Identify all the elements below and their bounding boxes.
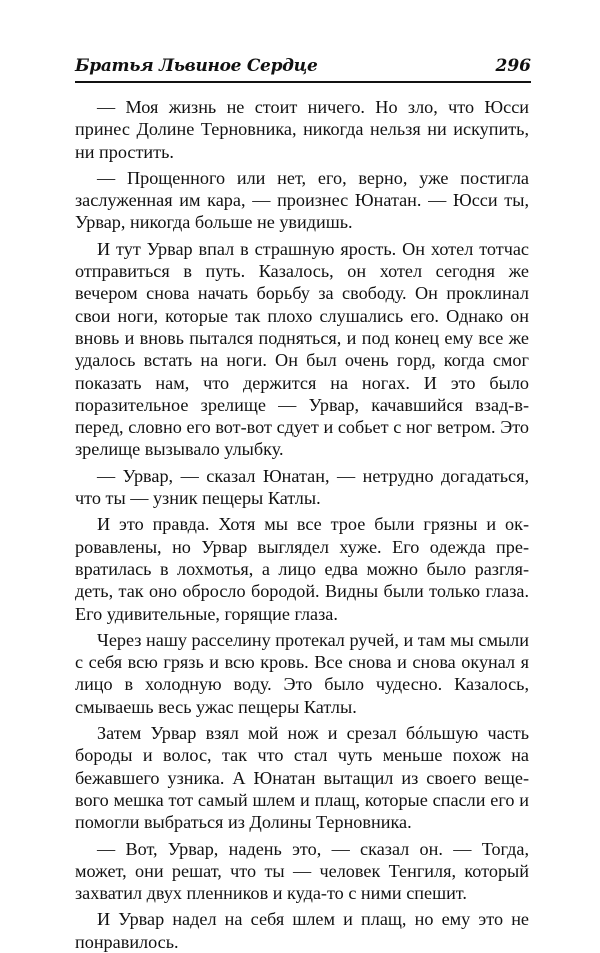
paragraph: — Прощенного или нет, его, верно, уже постигла заслуженная им кара, — произнес Юнатан. — Юсси ты, Урвар, никогда больше не увидишь. (75, 167, 529, 233)
paragraph: И Урвар надел на себя шлем и плащ, но ему это не понравилось. (75, 909, 529, 952)
paragraph: — Моя жизнь не стоит ничего. Но зло, что Юсси принес Долине Терновника, никогда нельзя ни искупить, ни простить. (75, 97, 529, 162)
running-header (75, 56, 531, 82)
body-text (75, 96, 529, 953)
page-number: 296 (495, 56, 531, 76)
paragraph: Через нашу расселину протекал ручей, и там мы смыли с себя всю грязь и всю кровь. Все снова и снова окунал я лицо в холодную воду. Это было чудесно. Казалось, смываешь весь ужас пещеры Катлы. (75, 629, 529, 717)
running-title: Братья Львиное Сердце (75, 56, 318, 76)
paragraph: И это правда. Хотя мы все трое были грязны и окровавлены, но Урвар выглядел хуже. Его одежда превратилась в лохмотья, а лицо едва можно было разглядеть, так оно обросло бородой. Видны были только глаза. Его удивительные, горящие глаза. (75, 514, 529, 624)
paragraph: И тут Урвар впал в страшную ярость. Он хотел тотчас отправиться в путь. Казалось, он хотел сегодня же вечером снова начать борьбу за свободу. Он проклинал свои ноги, которые так плохо слушались его. Однако он вновь и вновь пытался подняться, и под конец ему все же удалось встать на ноги. Он был очень горд, когда смог показать нам, что держится на ногах. И это было поразительное зрелище — Урвар, качавшийся взад-вперед, словно его вот-вот сдует и собьет с ног ветром. Это зрелище вызывало улыбку. (75, 238, 529, 460)
header-rule (75, 81, 531, 83)
paragraph: — Вот, Урвар, надень это, — сказал он. — Тогда, может, они решат, что ты — человек Тенгиля, который захватил двух пленников и куда-то с ними спешит. (75, 838, 529, 904)
paragraph: Затем Урвар взял мой нож и срезал бóльшую часть бороды и волос, так что стал чуть меньше похож на бежавшего узника. А Юнатан вытащил из своего вещевого мешка тот самый шлем и плащ, которые спасли его и помогли выбраться из Долины Терновника. (75, 723, 529, 833)
paragraph: — Урвар, — сказал Юнатан, — нетрудно догадаться, что ты — узник пещеры Катлы. (75, 465, 529, 509)
